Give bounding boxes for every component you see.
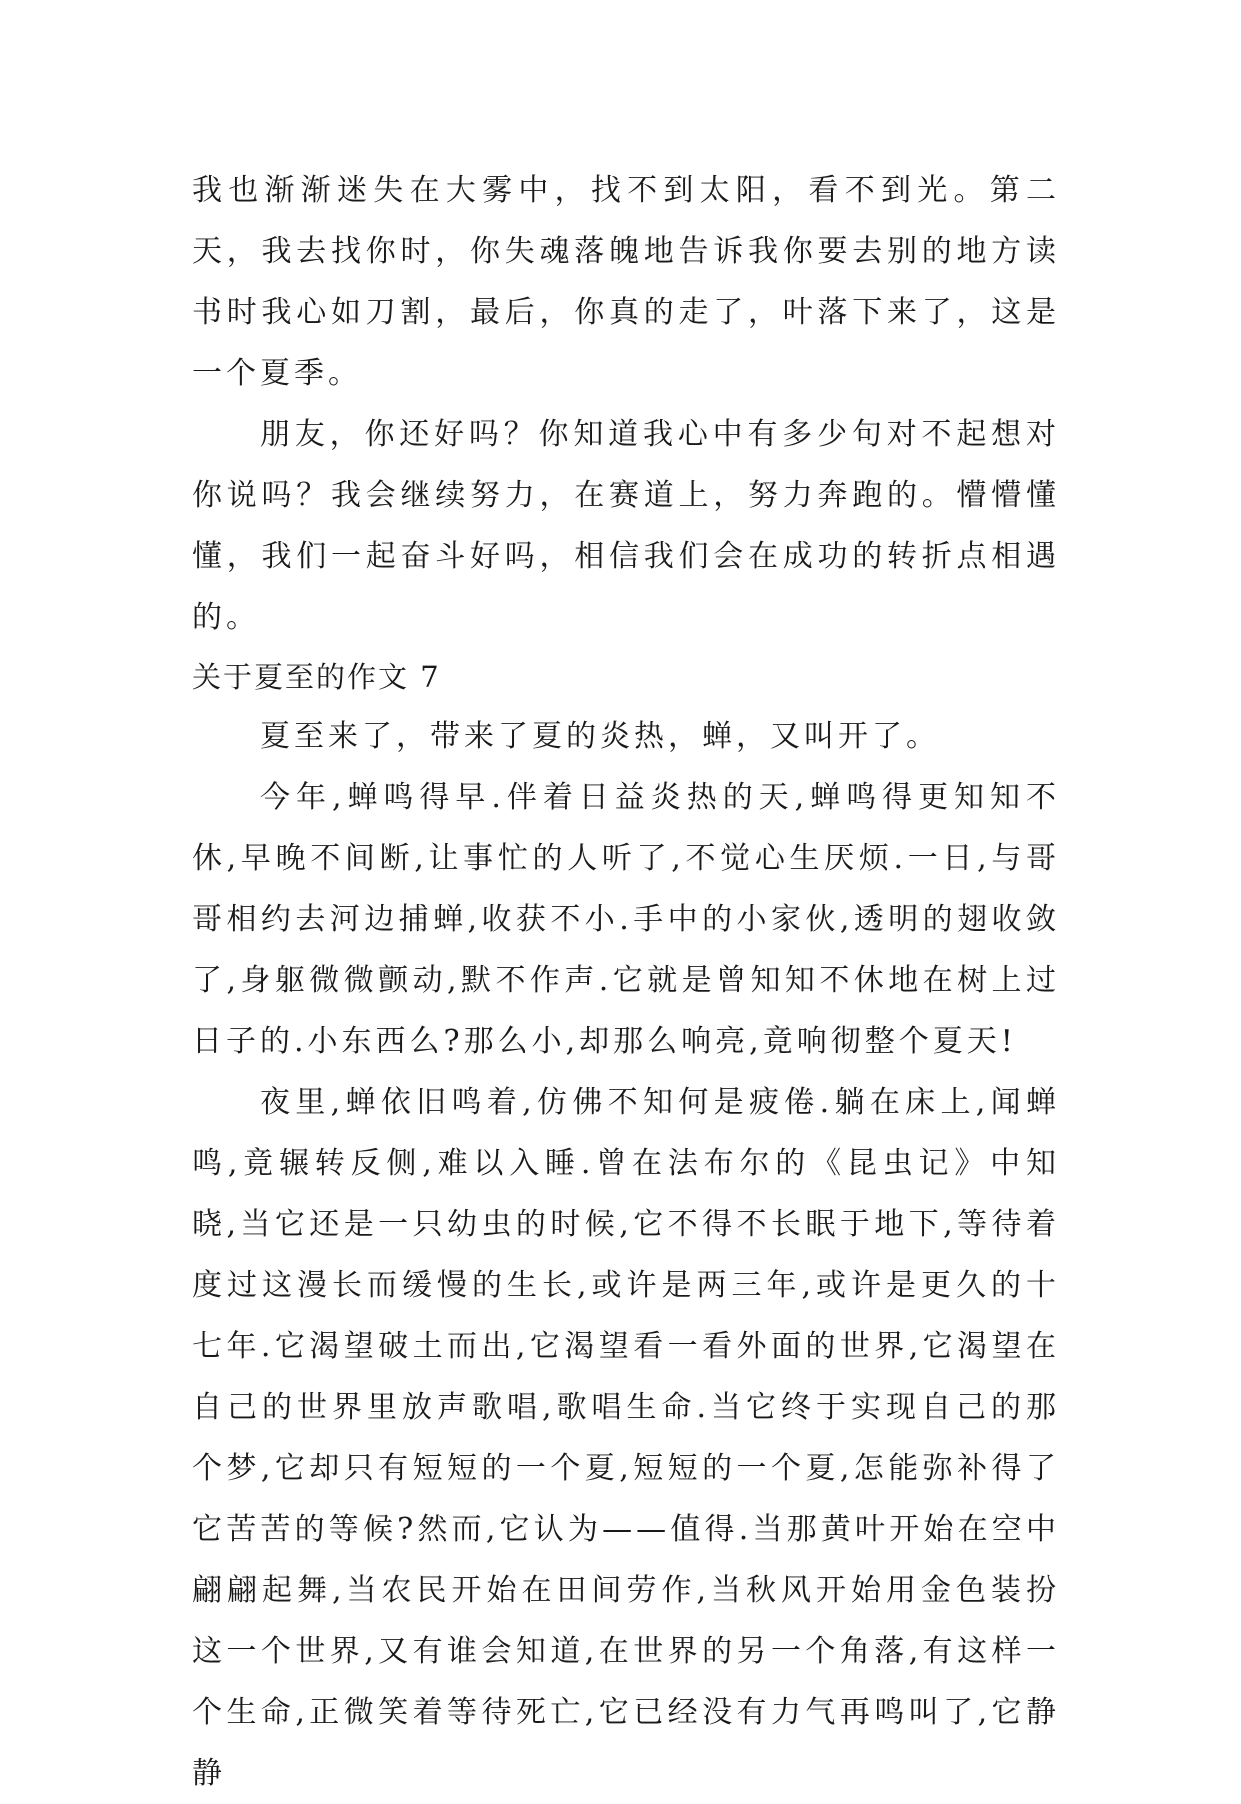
paragraph: 夏至来了，带来了夏的炎热，蝉，又叫开了。 bbox=[260, 719, 940, 754]
paragraph: 朋友，你还好吗？你知道我心中有多少句对不起想对你说吗？我会继续努力，在赛道上，努力奔跑的。懵懵懂懂，我们一起奋斗好吗，相信我们会在成功的转折点相遇的。 bbox=[192, 417, 1060, 635]
document-page bbox=[192, 160, 1060, 1804]
section-title: 关于夏至的作文 7 bbox=[192, 660, 441, 694]
paragraph: 夜里,蝉依旧鸣着,仿佛不知何是疲倦.躺在床上,闻蝉鸣,竟辗转反侧,难以入睡.曾在法布尔的《昆虫记》中知晓,当它还是一只幼虫的时候,它不得不长眠于地下,等待着度过这漫长而缓慢的生长,或许是两三年,或许是更久的十七年.它渴望破土而出,它渴望看一看外面的世界,它渴望在自己的世界里放声歌唱,歌唱生命.当它终于实现自己的那个梦,它却只有短短的一个夏,短短的一个夏,怎能弥补得了它苦苦的等候?然而,它认为——值得.当那黄叶开始在空中翩翩起舞,当农民开始在田间劳作,当秋风开始用金色装扮这一个世界,又有谁会知道,在世界的另一个角落,有这样一个生命,正微笑着等待死亡,它已经没有力气再鸣叫了,它静静 bbox=[192, 1085, 1060, 1791]
paragraph: 今年,蝉鸣得早.伴着日益炎热的天,蝉鸣得更知知不休,早晚不间断,让事忙的人听了,不觉心生厌烦.一日,与哥哥相约去河边捕蝉,收获不小.手中的小家伙,透明的翅收敛了,身躯微微颤动,默不作声.它就是曾知知不休地在树上过日子的.小东西么?那么小,却那么响亮,竟响彻整个夏天! bbox=[192, 780, 1060, 1059]
paragraph: 我也渐渐迷失在大雾中，找不到太阳，看不到光。第二天，我去找你时，你失魂落魄地告诉我你要去别的地方读书时我心如刀割，最后，你真的走了，叶落下来了，这是一个夏季。 bbox=[192, 173, 1060, 391]
